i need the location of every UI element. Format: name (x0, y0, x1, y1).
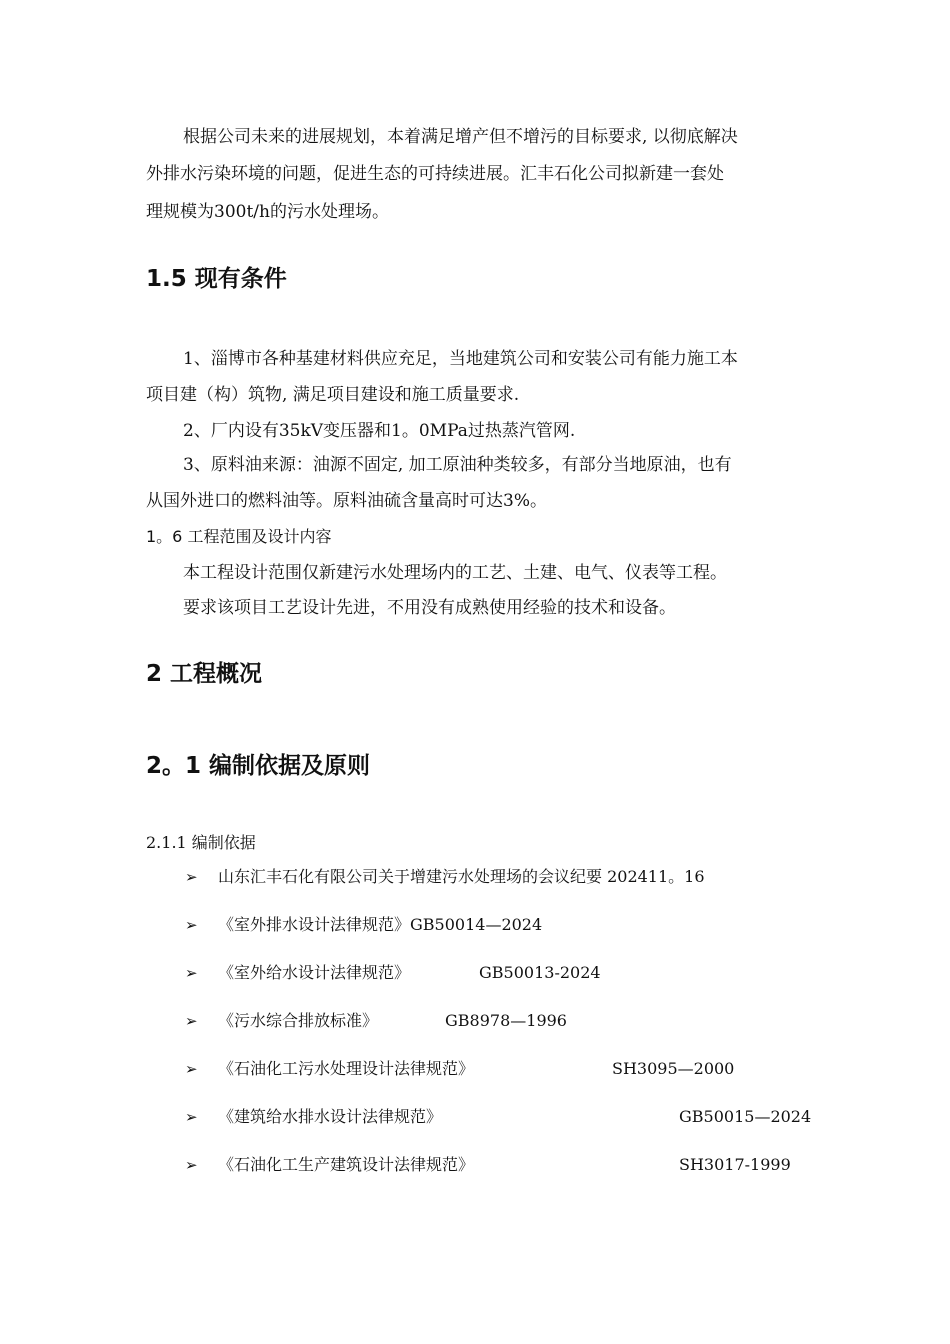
arrow-bullet-icon: ➢ (185, 964, 198, 982)
reference-title: 《石油化工生产建筑设计法律规范》 (218, 1155, 475, 1174)
condition-2: 2、厂内设有35kV变压器和1。0MPa过热蒸汽管网. (183, 421, 576, 441)
intro-line-1: 根据公司未来的进展规划，本着满足增产但不增污的目标要求, 以彻底解决 (183, 127, 738, 147)
heading-2-1: 2。1 编制依据及原则 (146, 753, 371, 779)
list-item (185, 913, 825, 961)
list-item (185, 961, 825, 1009)
arrow-bullet-icon: ➢ (185, 1012, 198, 1030)
reference-code: GB50015—2024 (679, 1107, 812, 1126)
reference-title: 《污水综合排放标准》 (218, 1011, 379, 1030)
arrow-bullet-icon: ➢ (185, 1060, 198, 1078)
list-item (185, 1105, 825, 1153)
reference-title: 《石油化工污水处理设计法律规范》 (218, 1059, 475, 1078)
reference-code: SH3095—2000 (612, 1059, 735, 1078)
list-item (185, 1009, 825, 1057)
condition-1-line-1: 1、淄博市各种基建材料供应充足，当地建筑公司和安装公司有能力施工本 (183, 349, 738, 369)
reference-list (185, 865, 825, 1201)
arrow-bullet-icon: ➢ (185, 868, 198, 886)
reference-title: 《建筑给水排水设计法律规范》 (218, 1107, 443, 1126)
list-item (185, 865, 825, 913)
list-item (185, 1057, 825, 1105)
condition-3-line-2: 从国外进口的燃料油等。原料油硫含量高时可达3%。 (146, 491, 547, 511)
heading-2: 2 工程概况 (146, 661, 263, 687)
reference-code: GB8978—1996 (445, 1011, 567, 1030)
scope-line-1: 本工程设计范围仅新建污水处理场内的工艺、土建、电气、仪表等工程。 (183, 563, 727, 583)
scope-line-2: 要求该项目工艺设计先进，不用没有成熟使用经验的技术和设备。 (183, 598, 676, 618)
intro-line-3: 理规模为300t/h的污水处理场。 (146, 202, 389, 222)
arrow-bullet-icon: ➢ (185, 1108, 198, 1126)
reference-code: SH3017-1999 (679, 1155, 791, 1174)
heading-1-6: 1。6 工程范围及设计内容 (146, 527, 332, 546)
heading-1-5: 1.5 现有条件 (146, 266, 287, 292)
reference-title: 山东汇丰石化有限公司关于增建污水处理场的会议纪要 202411。16 (218, 867, 705, 886)
reference-title: 《室外给水设计法律规范》 (218, 963, 411, 982)
reference-title: 《室外排水设计法律规范》GB50014—2024 (218, 915, 543, 934)
condition-3-line-1: 3、原料油来源：油源不固定, 加工原油种类较多，有部分当地原油，也有 (183, 455, 732, 475)
arrow-bullet-icon: ➢ (185, 916, 198, 934)
intro-line-2: 外排水污染环境的问题，促进生态的可持续进展。汇丰石化公司拟新建一套处 (146, 164, 724, 184)
reference-code: GB50013-2024 (479, 963, 601, 982)
heading-2-1-1: 2.1.1 编制依据 (146, 833, 256, 852)
condition-1-line-2: 项目建（构）筑物, 满足项目建设和施工质量要求. (146, 385, 520, 405)
arrow-bullet-icon: ➢ (185, 1156, 198, 1174)
list-item (185, 1153, 825, 1201)
